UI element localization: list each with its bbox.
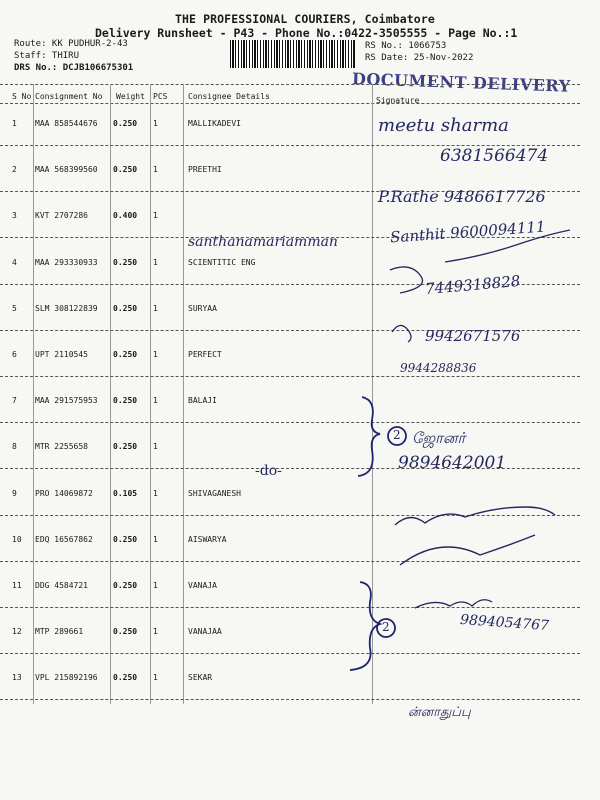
row-consignment-no: MAA 291575953 — [35, 396, 98, 405]
row-pcs: 1 — [153, 581, 158, 590]
row-consignee: SHIVAGANESH — [188, 489, 241, 498]
signature-4-scribble — [390, 230, 570, 293]
runsheet-title: Delivery Runsheet - P43 - Phone No.:0422-3505555 - Page No.:1 — [95, 26, 518, 40]
row-sno: 2 — [12, 165, 17, 174]
col-header-sno: S No — [12, 92, 32, 101]
row-weight: 0.250 — [113, 396, 138, 405]
col-header-pcs: PCS — [153, 92, 168, 101]
row-pcs: 1 — [153, 627, 158, 636]
row-sno: 3 — [12, 211, 17, 220]
signature-2: P.Rathe 9486617726 — [378, 187, 546, 206]
row-sno: 8 — [12, 442, 17, 451]
row-sno: 7 — [12, 396, 17, 405]
row-sno: 12 — [12, 627, 22, 636]
row-sno: 11 — [12, 581, 22, 590]
row-consignee: SEKAR — [188, 673, 213, 682]
row-consignee: SCIENTITIC ENG — [188, 258, 256, 267]
company-title: THE PROFESSIONAL COURIERS, Coimbatore — [175, 12, 435, 26]
row-consignee: SURYAA — [188, 304, 217, 313]
col-header-weight: Weight — [116, 92, 145, 101]
row-pcs: 1 — [153, 119, 158, 128]
row-pcs: 1 — [153, 396, 158, 405]
brace-2-count: 2 — [382, 620, 390, 634]
row-pcs: 1 — [153, 535, 158, 544]
row-sno: 6 — [12, 350, 17, 359]
row-consignment-no: MTR 2255658 — [35, 442, 88, 451]
row-consignment-no: MAA 858544676 — [35, 119, 98, 128]
rs-date: RS Date: 25-Nov-2022 — [365, 53, 474, 63]
row-weight: 0.250 — [113, 581, 138, 590]
handwritten-consignee-3: santhanamariamman — [188, 234, 338, 250]
signature-6: 9944288836 — [400, 361, 477, 375]
row-pcs: 1 — [153, 211, 158, 220]
row-pcs: 1 — [153, 304, 158, 313]
col-header-signature: Signature — [376, 96, 420, 105]
signature-12-scribble — [415, 600, 492, 608]
signature-8-phone: 9894642001 — [398, 453, 507, 473]
signature-13: ன்னாதுப்பு — [408, 705, 471, 720]
row-consignment-no: KVT 2707286 — [35, 211, 88, 220]
row-consignment-no: DDG 4584721 — [35, 581, 88, 590]
row-weight: 0.250 — [113, 165, 138, 174]
col-header-consignment: Consignment No — [35, 92, 103, 101]
row-sno: 9 — [12, 489, 17, 498]
signature-4-phone: 7449318828 — [424, 271, 522, 299]
row-weight: 0.250 — [113, 304, 138, 313]
row-pcs: 1 — [153, 673, 158, 682]
row-weight: 0.250 — [113, 673, 138, 682]
row-sno: 4 — [12, 258, 17, 267]
row-weight: 0.250 — [113, 119, 138, 128]
col-header-consignee: Consignee Details — [188, 92, 270, 101]
signature-3: Santhit 9600094111 — [389, 217, 547, 247]
row-consignment-no: MTP 289661 — [35, 627, 84, 636]
document-delivery-stamp: DOCUMENT DELIVERY — [351, 69, 571, 96]
rs-number: RS No.: 1066753 — [365, 41, 447, 51]
row-sno: 5 — [12, 304, 17, 313]
row-weight: 0.250 — [113, 535, 138, 544]
row-pcs: 1 — [153, 258, 158, 267]
brace-1-count: 2 — [393, 428, 401, 442]
row-consignment-no: MAA 568399560 — [35, 165, 98, 174]
row-sno: 10 — [12, 535, 22, 544]
row-weight: 0.250 — [113, 627, 138, 636]
row-weight: 0.250 — [113, 258, 138, 267]
row-consignee: PERFECT — [188, 350, 222, 359]
row-consignment-no: EDQ 16567862 — [35, 535, 93, 544]
row-consignment-no: MAA 293330933 — [35, 258, 98, 267]
row-consignment-no: PRO 14069872 — [35, 489, 93, 498]
row-consignee: AISWARYA — [188, 535, 227, 544]
row-sno: 1 — [12, 119, 17, 128]
row-consignee: BALAJI — [188, 396, 217, 405]
row-pcs: 1 — [153, 350, 158, 359]
row-consignee: VANAJA — [188, 581, 217, 590]
row-weight: 0.400 — [113, 211, 138, 220]
row-consignee: MALLIKADEVI — [188, 119, 241, 128]
route-info: Route: KK PUDHUR-2-43 — [14, 39, 128, 49]
ditto-mark: -do- — [255, 463, 282, 479]
row-sno: 13 — [12, 673, 22, 682]
row-weight: 0.250 — [113, 442, 138, 451]
row-consignment-no: SLM 308122839 — [35, 304, 98, 313]
drs-number: DRS No.: DCJB106675301 — [14, 63, 134, 73]
staff-info: Staff: THIRU — [14, 51, 80, 61]
row-pcs: 1 — [153, 489, 158, 498]
signature-1-phone: 6381566474 — [440, 146, 549, 166]
row-consignee: VANAJAA — [188, 627, 222, 636]
signature-1: meetu sharma — [378, 115, 509, 136]
signature-5-scribble — [392, 325, 411, 342]
brace-2 — [350, 582, 380, 670]
row-weight: 0.250 — [113, 350, 138, 359]
row-pcs: 1 — [153, 442, 158, 451]
signature-10-scribble — [395, 507, 555, 565]
signature-8: ஜோனர் — [412, 429, 466, 447]
row-weight: 0.105 — [113, 489, 138, 498]
brace-1 — [358, 397, 380, 476]
row-consignment-no: UPT 2110545 — [35, 350, 88, 359]
row-pcs: 1 — [153, 165, 158, 174]
signature-12-phone: 9894054767 — [459, 611, 550, 635]
row-consignment-no: VPL 215892196 — [35, 673, 98, 682]
row-consignee: PREETHI — [188, 165, 222, 174]
signature-5: 9942671576 — [425, 327, 521, 345]
